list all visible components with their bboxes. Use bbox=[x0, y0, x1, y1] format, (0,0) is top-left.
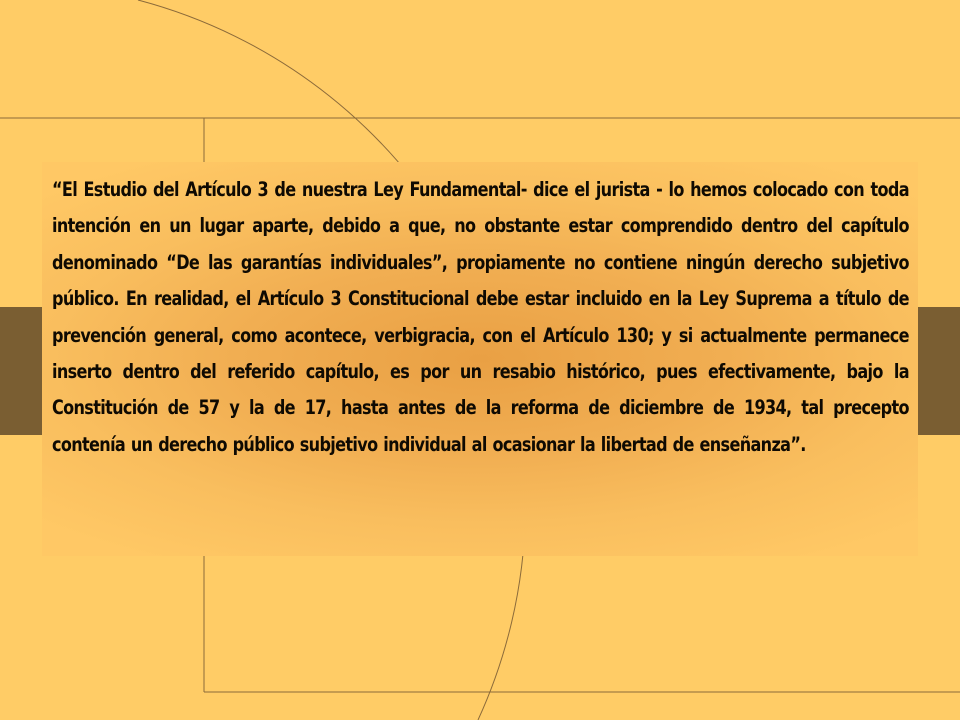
quote-text: “El Estudio del Artículo 3 de nuestra Ley Fundamental- dice el jurista - lo hemos colocado con toda intención en un lugar aparte, debido a que, no obstante estar comprendido dentro del capítulo denominado “De las garantías individuales”, propiamente no contiene ningún derecho subjetivo público. En realidad, el Artículo 3 Constitucional debe estar incluido en la Ley Suprema a título de prevención general, como acontece, verbigracia, con el Artículo 130; y si actualmente permanece inserto dentro del referido capítulo, es por un resabio histórico, pues efectivamente, bajo la Constitución de 57 y la de 17, hasta antes de la reforma de diciembre de 1934, tal precepto contenía un derecho público subjetivo individual al ocasionar la libertad de enseñanza”. bbox=[52, 178, 909, 456]
quote-box bbox=[42, 162, 918, 556]
